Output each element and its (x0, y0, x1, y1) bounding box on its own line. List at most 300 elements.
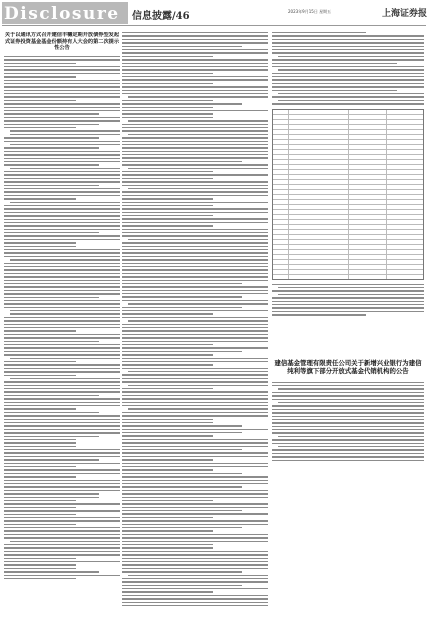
text-line (122, 391, 268, 392)
text-line (10, 541, 120, 542)
text-line (122, 249, 268, 250)
table-cell (386, 160, 387, 164)
table-cell (348, 255, 349, 259)
table-cell (386, 120, 387, 124)
text-line (122, 503, 268, 504)
text-line (122, 388, 213, 389)
text-line (122, 425, 242, 426)
right-announcement (272, 360, 424, 500)
text-line (122, 39, 268, 40)
text-line (122, 276, 268, 277)
text-line (122, 537, 268, 538)
table-cell (288, 150, 289, 154)
text-line (4, 174, 120, 175)
text-line (4, 439, 76, 440)
text-line (4, 459, 99, 460)
text-line (4, 158, 120, 159)
text-line (122, 66, 268, 67)
table-cell (288, 165, 289, 169)
text-line (122, 83, 213, 84)
text-line (122, 296, 242, 297)
table-cell (348, 140, 349, 144)
table-cell (348, 170, 349, 174)
table-cell (348, 180, 349, 184)
text-line (4, 476, 76, 477)
text-line (4, 514, 76, 515)
text-line (272, 449, 424, 450)
text-line (272, 405, 424, 406)
text-line (278, 100, 424, 101)
text-line (122, 107, 213, 108)
text-line (4, 263, 120, 264)
text-line (4, 344, 120, 345)
text-line (272, 46, 424, 47)
text-line (122, 585, 242, 586)
section-title: 信息披露/46 (132, 11, 190, 22)
text-line (122, 469, 213, 470)
text-line (122, 76, 268, 77)
text-line (278, 93, 424, 94)
text-line (4, 219, 120, 220)
text-line (272, 86, 424, 87)
text-line (122, 205, 213, 206)
table-cell (288, 200, 289, 204)
text-line (122, 117, 213, 118)
text-line (4, 86, 120, 87)
text-line (272, 66, 424, 67)
text-line (122, 151, 268, 152)
text-line (4, 198, 76, 199)
table-cell (348, 130, 349, 134)
table-cell (386, 235, 387, 239)
text-line (4, 191, 120, 192)
text-line (122, 171, 213, 172)
text-line (4, 507, 76, 508)
text-line (10, 134, 120, 135)
text-line (10, 313, 120, 314)
text-line (122, 449, 242, 450)
text-line (122, 195, 268, 196)
table-cell (386, 255, 387, 259)
text-line (4, 463, 120, 464)
text-line (122, 286, 268, 287)
text-line (4, 469, 120, 470)
text-line (122, 361, 268, 362)
text-line (4, 56, 120, 57)
text-line (4, 564, 76, 565)
text-line (4, 188, 120, 189)
text-line (122, 483, 268, 484)
table-cell (348, 150, 349, 154)
text-line (122, 456, 268, 457)
text-line (122, 215, 213, 216)
table-cell (386, 270, 387, 274)
text-line (272, 416, 424, 417)
text-line (122, 317, 268, 318)
text-line (122, 473, 242, 474)
text-line (272, 301, 424, 302)
table-cell (386, 145, 387, 149)
text-line (128, 320, 268, 321)
table-row (273, 275, 423, 279)
text-line (122, 178, 213, 179)
text-line (122, 181, 268, 182)
text-line (10, 358, 120, 359)
table-cell (288, 270, 289, 274)
text-line (122, 558, 268, 559)
text-line (272, 307, 424, 308)
text-line (122, 541, 268, 542)
fund-table (272, 109, 424, 280)
table-cell (348, 270, 349, 274)
text-line (128, 385, 268, 386)
text-line (4, 324, 120, 325)
text-line (122, 588, 268, 589)
text-line (4, 137, 99, 138)
text-line (122, 103, 242, 104)
table-cell (386, 155, 387, 159)
table-cell (386, 265, 387, 269)
text-line (272, 73, 424, 74)
text-line (122, 337, 268, 338)
text-line (272, 419, 424, 420)
text-line (278, 446, 424, 447)
text-line (122, 581, 268, 582)
text-line (10, 202, 120, 203)
table-cell (348, 215, 349, 219)
text-line (272, 426, 424, 427)
text-line (4, 578, 76, 579)
text-line (122, 351, 242, 352)
text-line (122, 86, 268, 87)
text-line (4, 520, 120, 521)
text-line (4, 568, 76, 569)
text-line (4, 154, 120, 155)
text-line (272, 456, 424, 457)
text-line (4, 303, 120, 304)
text-line (4, 151, 120, 152)
table-cell (288, 250, 289, 254)
text-line (4, 551, 120, 552)
text-line (4, 113, 99, 114)
text-line (4, 147, 99, 148)
text-line (4, 361, 76, 362)
text-line (272, 399, 424, 400)
text-line (122, 595, 268, 596)
right-article-body (272, 32, 424, 105)
table-cell (288, 170, 289, 174)
text-line (122, 212, 268, 213)
table-cell (288, 215, 289, 219)
table-cell (288, 135, 289, 139)
text-line (278, 436, 424, 437)
text-line (122, 412, 268, 413)
text-line (122, 252, 268, 253)
text-line (4, 252, 120, 253)
table-cell (288, 160, 289, 164)
table-cell (386, 260, 387, 264)
table-cell (386, 275, 387, 279)
text-line (4, 351, 120, 352)
text-line (122, 452, 268, 453)
text-line (122, 229, 268, 230)
table-cell (348, 195, 349, 199)
text-line (4, 293, 120, 294)
text-line (278, 69, 424, 70)
text-line (122, 527, 242, 528)
text-line (128, 371, 268, 372)
text-line (122, 293, 268, 294)
text-line (4, 480, 120, 481)
text-line (4, 83, 120, 84)
text-line (122, 381, 268, 382)
text-line (4, 422, 120, 423)
text-line (122, 459, 213, 460)
table-cell (288, 120, 289, 124)
text-line (4, 483, 120, 484)
text-line (272, 422, 424, 423)
text-line (4, 195, 120, 196)
text-line (122, 554, 268, 555)
text-line (4, 273, 120, 274)
text-line (272, 52, 424, 53)
text-line (4, 164, 99, 165)
text-line (122, 395, 268, 396)
text-line (122, 466, 268, 467)
text-line (272, 49, 424, 50)
text-line (4, 486, 120, 487)
table-cell (348, 245, 349, 249)
text-line (4, 415, 120, 416)
text-line (122, 578, 268, 579)
table-cell (386, 165, 387, 169)
text-line (4, 286, 120, 287)
text-line (4, 436, 99, 437)
text-line (122, 79, 268, 80)
text-line (122, 73, 213, 74)
text-line (122, 300, 268, 301)
table-cell (288, 240, 289, 244)
text-line (122, 429, 268, 430)
text-line (272, 83, 424, 84)
text-line (4, 212, 120, 213)
table-cell (288, 245, 289, 249)
text-line (4, 527, 120, 528)
text-line (4, 524, 76, 525)
text-line (4, 120, 120, 121)
text-line (4, 473, 120, 474)
text-line (122, 46, 242, 47)
text-line (272, 311, 424, 312)
table-cell (348, 165, 349, 169)
text-line (128, 134, 268, 135)
text-line (4, 185, 99, 186)
table-cell (348, 225, 349, 229)
text-line (122, 157, 268, 158)
text-line (272, 460, 424, 461)
text-line (122, 269, 268, 270)
text-line (4, 388, 120, 389)
text-line (122, 520, 268, 521)
text-line (122, 378, 268, 379)
text-line (4, 178, 120, 179)
table-cell (348, 205, 349, 209)
text-line (122, 225, 213, 226)
text-line (4, 181, 120, 182)
text-line (272, 385, 424, 386)
table-cell (288, 185, 289, 189)
text-line (272, 42, 424, 43)
text-line (272, 314, 366, 315)
column-left (4, 32, 120, 617)
table-cell (288, 130, 289, 134)
text-line (122, 259, 268, 260)
text-line (272, 443, 424, 444)
text-line (128, 96, 268, 97)
table-cell (348, 160, 349, 164)
text-line (122, 513, 268, 514)
text-line (4, 368, 120, 369)
table-cell (386, 175, 387, 179)
table-cell (348, 145, 349, 149)
text-line (4, 398, 120, 399)
text-line (122, 442, 268, 443)
text-line (122, 480, 268, 481)
text-line (122, 208, 268, 209)
text-line (122, 405, 268, 406)
text-line (122, 35, 268, 36)
text-line (4, 80, 120, 81)
text-line (122, 263, 268, 264)
text-line (272, 32, 366, 33)
text-line (122, 141, 268, 142)
text-line (4, 266, 120, 267)
table-cell (348, 240, 349, 244)
table-cell (288, 175, 289, 179)
table-cell (348, 230, 349, 234)
text-line (122, 530, 213, 531)
text-line (278, 294, 424, 295)
text-line (122, 439, 268, 440)
text-line (122, 517, 213, 518)
table-cell (386, 115, 387, 119)
text-line (122, 398, 268, 399)
text-line (122, 435, 213, 436)
text-line (4, 341, 99, 342)
text-line (4, 283, 120, 284)
text-line (4, 554, 120, 555)
table-cell (288, 260, 289, 264)
text-line (122, 90, 268, 91)
text-line (122, 100, 213, 101)
text-line (122, 137, 268, 138)
text-line (4, 558, 76, 559)
table-cell (386, 135, 387, 139)
text-line (4, 208, 120, 209)
text-line (4, 395, 99, 396)
table-cell (288, 145, 289, 149)
text-line (4, 500, 76, 501)
text-line (4, 354, 120, 355)
text-line (122, 493, 268, 494)
newspaper-name: 上海证券报 (382, 9, 428, 19)
text-line (4, 93, 120, 94)
text-line (4, 229, 120, 230)
text-line (4, 510, 120, 511)
text-line (272, 409, 424, 410)
text-line (272, 290, 424, 291)
text-line (122, 161, 242, 162)
text-line (4, 76, 76, 77)
table-cell (288, 190, 289, 194)
right-article-headline: 建信基金管理有限责任公司关于新增兴业银行为建信纯利等旗下部分开放式基金代销机构的公告 (274, 359, 422, 375)
text-line (4, 297, 99, 298)
table-cell (386, 110, 387, 114)
text-line (122, 476, 268, 477)
text-line (128, 575, 268, 576)
text-line (122, 266, 268, 267)
text-line (4, 141, 120, 142)
text-line (122, 52, 268, 53)
text-line (122, 49, 268, 50)
text-line (4, 456, 120, 457)
text-line (4, 405, 120, 406)
text-line (122, 235, 268, 236)
text-line (122, 154, 268, 155)
text-line (4, 419, 120, 420)
text-line (122, 591, 213, 592)
text-line (122, 218, 268, 219)
text-line (4, 402, 120, 403)
text-line (272, 79, 424, 80)
table-cell (288, 115, 289, 119)
table-cell (288, 125, 289, 129)
text-line (122, 374, 268, 375)
text-line (122, 524, 268, 525)
text-line (272, 76, 424, 77)
text-line (272, 395, 424, 396)
text-line (4, 215, 120, 216)
table-cell (288, 255, 289, 259)
text-line (122, 313, 213, 314)
table-cell (386, 130, 387, 134)
text-line (122, 510, 242, 511)
text-line (122, 564, 268, 565)
table-cell (288, 155, 289, 159)
text-line (122, 185, 268, 186)
issue-date: 2023年9月15日 星期五 (288, 9, 332, 14)
text-line (122, 415, 268, 416)
text-line (272, 439, 424, 440)
text-line (4, 96, 120, 97)
text-line (122, 147, 268, 148)
table-cell (386, 210, 387, 214)
table-cell (348, 190, 349, 194)
text-line (4, 571, 99, 572)
text-line (272, 429, 424, 430)
text-line (4, 276, 120, 277)
text-line (122, 246, 268, 247)
text-line (122, 56, 213, 57)
text-line (4, 242, 76, 243)
table-cell (348, 275, 349, 279)
text-line (4, 347, 120, 348)
text-line (10, 310, 120, 311)
table-cell (348, 155, 349, 159)
table-cell (348, 120, 349, 124)
text-line (4, 446, 76, 447)
text-line (4, 503, 120, 504)
